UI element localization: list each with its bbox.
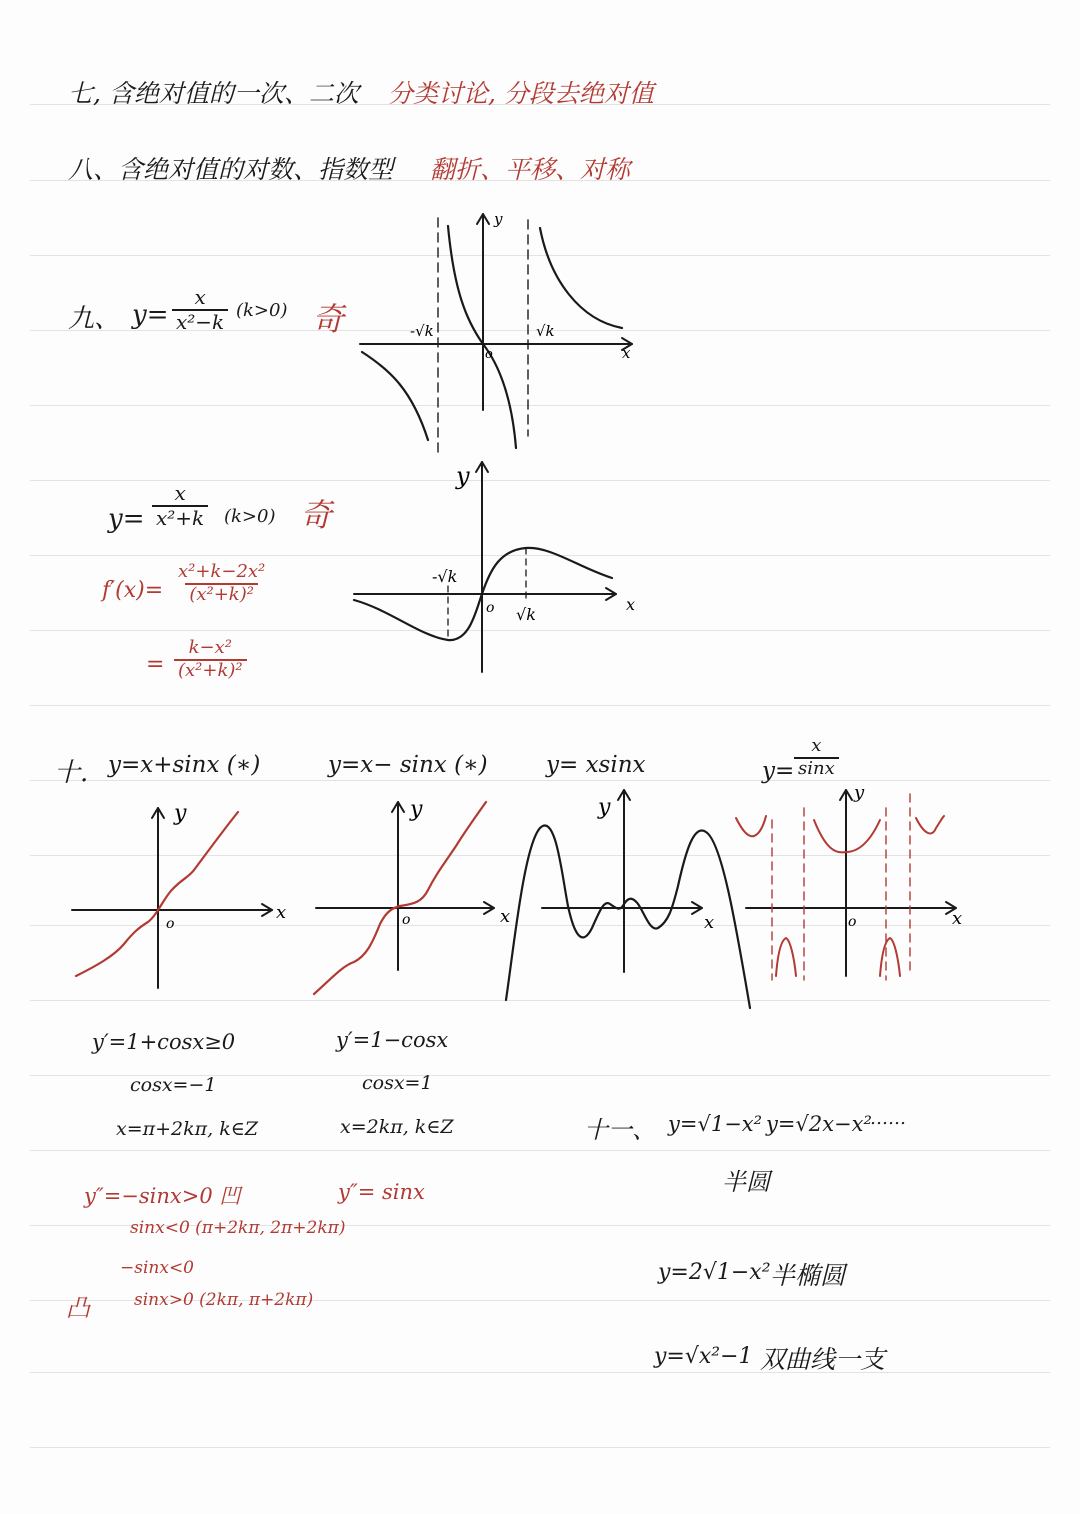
dd-line-d: 凸 [66,1294,90,1322]
formula-9b-denominator: x²+k [152,505,208,530]
graph-10a-x-label: x [276,902,287,923]
derivative-denominator-1: (x²+k)² [185,583,258,606]
graph-9b [350,450,650,680]
graph-9a-pos-root-label: √k [536,322,555,340]
graph-10d-branch-left-low [776,938,796,976]
label-semi-ellipse: 半椭圆 [770,1261,846,1290]
graph-10b-curve [314,802,486,994]
formula-10a-text: y=x+sinx (∗) [108,752,261,778]
dd-line-c: −sinx<0 [120,1258,195,1278]
graph-9b-y-label: y [456,462,470,490]
d2-line-a: y′=1−cosx [336,1028,449,1052]
formula-10c: y= xsinx [546,752,646,778]
graph-10c-x-label: x [704,912,715,933]
formula-9b-condition: (k>0) [224,506,276,527]
label-semicircle: 半圆 [722,1168,770,1196]
graph-9a-x-label: x [622,344,631,362]
graph-9a-neg-root-label: -√k [410,322,434,340]
formula-10b: y=x− sinx (∗) [328,752,488,778]
formula-11a: y=√1−x² [668,1112,763,1136]
formula-10d-fraction [794,736,839,779]
dd-line-e: sinx>0 (2kπ, π+2kπ) [134,1290,314,1310]
graph-9b-origin-label: o [486,600,495,616]
formula-11d: y=√x²−1 [654,1344,753,1369]
formula-10d-y: y= [762,758,795,784]
d2-line-b: cosx=1 [362,1072,433,1094]
graph-9b-neg-root-label: -√k [432,567,458,586]
formula-9a-odd-tag: 奇 [312,300,345,338]
formula-9a-condition: (k>0) [236,300,288,321]
formula-9a-denominator: x²−k [172,309,228,334]
d1-line-c: x=π+2kπ, k∈Z [116,1118,258,1140]
d1-line-b: cosx=−1 [130,1074,217,1096]
d2-line-c: x=2kπ, k∈Z [340,1116,454,1138]
graph-10b-y-label: y [410,797,423,822]
formula-9a-fraction [172,286,228,334]
section-7-title: 七, 含绝对值的一次、二次 [68,79,359,108]
graph-9a-branch-right [540,228,622,328]
formula-9a-y: y= [132,300,169,330]
derivative-numerator-2: k−x² [188,637,232,658]
derivative-equals: = [146,652,165,677]
formula-11b: y=√2x−x² [766,1112,872,1136]
derivative-denominator-2: (x²+k)² [174,659,247,682]
formula-9b-odd-tag: 奇 [300,496,333,534]
graph-10b-origin-label: o [402,912,411,928]
formula-9b-y: y= [108,504,145,534]
dd-line-f: y″= sinx [338,1180,425,1204]
graph-10a [66,796,296,996]
graph-10b [310,794,530,999]
derivative-fraction-2 [174,638,247,681]
formula-10a [108,752,260,778]
graph-10d [730,780,980,1000]
graph-10b-x-label: x [500,906,511,927]
formula-10d-numerator: x [811,735,822,756]
derivative-numerator-1: x²+k−2x² [178,561,266,582]
derivative-fraction-1 [174,562,269,605]
section-9-number: 九、 [68,304,121,334]
graph-10d-x-label: x [952,908,963,929]
label-hyperbola-branch: 双曲线一支 [760,1345,886,1374]
graph-9a-origin-label: o [485,347,493,362]
graph-9a-branch-left [362,352,428,440]
section-8-note: 翻折、平移、对称 [430,155,631,184]
formula-9a-numerator: x [194,285,206,309]
d1-line-a: y′=1+cosx≥0 [92,1030,236,1054]
graph-10d-branch-right-top [916,816,944,833]
graph-10d-y-label: y [854,782,865,803]
graph-10c [500,786,760,1014]
graph-9a [350,200,650,460]
graph-10a-y-label: y [174,801,187,826]
graph-10d-branch-left-top [736,816,766,836]
derivative-lhs: f′(x)= [102,578,164,603]
graph-10a-origin-label: o [166,916,175,932]
formula-11c: y=2√1−x² [658,1260,771,1285]
graph-9a-y-label: y [494,210,503,228]
section-7-note: 分类讨论, 分段去绝对值 [388,79,654,108]
formula-9b-fraction [152,482,208,530]
formula-10d-denominator: sinx [794,757,839,780]
graph-9b-pos-root-label: √k [516,605,536,624]
dd-line-b: sinx<0 (π+2kπ, 2π+2kπ) [130,1218,346,1238]
section-11-number: 十一、 [584,1116,656,1144]
formula-11-dots: …… [870,1108,906,1129]
dd-line-a: y″=−sinx>0 凹 [84,1184,241,1208]
graph-9b-x-label: x [626,595,636,614]
graph-10d-origin-label: o [848,914,857,930]
formula-9b-numerator: x [174,481,186,505]
section-8-title: 八、含绝对值的对数、指数型 [68,155,394,184]
graph-10d-branch-right-low [880,938,900,976]
graph-10c-y-label: y [598,795,611,820]
section-10-number: 十. [54,758,89,788]
